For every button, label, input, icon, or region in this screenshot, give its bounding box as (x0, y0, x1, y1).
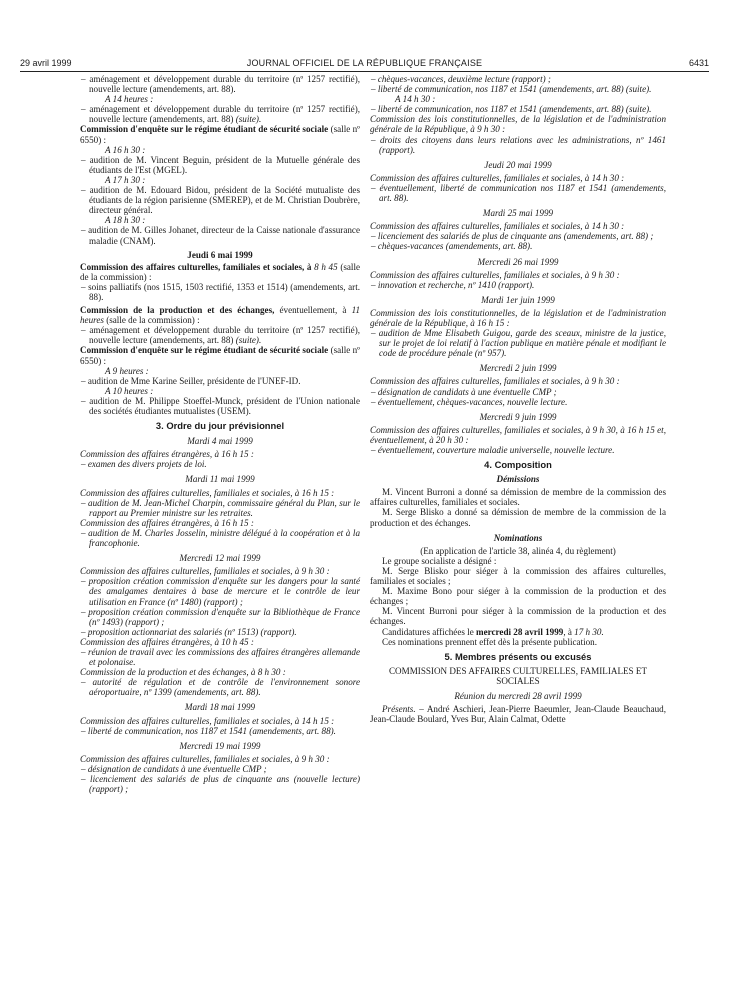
committee-heading: Commission d'enquête sur le régime étudiant de sécurité sociale (salle nº 6550) : (80, 124, 360, 145)
section-title: 4. Composition (484, 459, 552, 471)
committee-heading: Commission des affaires culturelles, familiales et sociales, à 9 h 30 : (80, 566, 330, 577)
list-item: – audition de Mme Karine Seiller, présidente de l'UNEF-ID. (81, 375, 301, 386)
committee-heading: Commission de la production et des échanges, éventuellement, à 11 heures (salle de la commission) : (80, 305, 360, 326)
list-item: – liberté de communication, nos 1187 et 1541 (amendements, art. 88) (suite). (371, 104, 652, 115)
list-item: – proposition actionnariat des salariés (nº 1513) (rapport). (81, 626, 297, 637)
day-heading: Mercredi 2 juin 1999 (479, 363, 557, 374)
section-title: 3. Ordre du jour prévisionnel (155, 420, 285, 432)
list-item: – audition de M. Vincent Beguin, président de la Mutuelle générale des étudiants de l'Est (MGEL). (81, 154, 360, 175)
header-rule (20, 71, 709, 72)
list-item: – liberté de communication, nos 1187 et 1541 (amendements, art. 88) (suite). (371, 84, 652, 95)
time-label: A 9 heures : (105, 365, 149, 376)
committee-heading: Commission des affaires étrangères, à 16 h 15 : (80, 517, 254, 528)
time-label: A 17 h 30 : (105, 174, 146, 185)
list-item: – autorité de régulation et de contrôle de l'environnement sonore aéroportuaire, nº 1399 (amendements, art. 88). (81, 677, 360, 698)
list-item: – éventuellement, chèques-vacances, nouvelle lecture. (371, 396, 568, 407)
paragraph: M. Serge Blisko a donné sa démission de membre de la commission de la production et des échanges. (370, 507, 666, 528)
paragraph: Ces nominations prennent effet dès la présente publication. (382, 636, 597, 647)
header-title: JOURNAL OFFICIEL DE LA RÉPUBLIQUE FRANÇAISE (246, 58, 483, 68)
committee-heading: Commission des affaires culturelles, familiales et sociales, à 14 h 30 : (370, 221, 625, 232)
paragraph: (En application de l'article 38, alinéa 4, du règlement) (420, 545, 616, 556)
day-heading: Mercredi 26 mai 1999 (477, 256, 559, 267)
day-heading: Jeudi 6 mai 1999 (187, 249, 253, 260)
left-column (80, 74, 360, 794)
committee-title: COMMISSION DES AFFAIRES CULTURELLES, FAMILIALES ET SOCIALES (388, 665, 647, 686)
time-label: A 14 h 30 : (395, 94, 436, 105)
committee-heading: Commission des affaires culturelles, familiales et sociales, à 9 h 30, à 16 h 15 et, éventuellement, à 20 h 30 : (370, 424, 666, 445)
paragraph: M. Serge Blisko pour siéger à la commission des affaires culturelles, familiales et sociales ; (370, 565, 666, 587)
list-item: – chèques-vacances, deuxième lecture (rapport) ; (371, 74, 551, 84)
header-date: 29 avril 1999 (20, 58, 72, 68)
list-item: – audition de M. Charles Josselin, ministre délégué à la coopération et à la francophonie. (81, 527, 360, 549)
committee-heading: Commission des affaires culturelles, familiales et sociales, à 16 h 15 : (80, 487, 335, 498)
list-item: – licenciement des salariés de plus de cinquante ans (nouvelle lecture) (rapport) ; (81, 774, 360, 795)
list-item: – examen des divers projets de loi. (81, 459, 207, 470)
list-item: – audition de Mme Elisabeth Guigou, garde des sceaux, ministre de la justice, sur le projet de loi relatif à l'action publique en matière pénale et modifiant le code de procédure pénale (nº 957). (371, 328, 666, 359)
day-heading: Mercredi 9 juin 1999 (479, 411, 557, 422)
list-item: – éventuellement, couverture maladie universelle, nouvelle lecture. (371, 445, 615, 455)
committee-heading: Commission des affaires culturelles, familiales et sociales, à 9 h 30 : (370, 376, 620, 387)
list-item: – droits des citoyens dans leurs relations avec les administrations, nº 1461 (rapport). (371, 134, 666, 155)
time-label: A 18 h 30 : (105, 215, 146, 226)
day-heading: Mercredi 12 mai 1999 (179, 553, 261, 564)
meeting-date: Réunion du mercredi 28 avril 1999 (454, 690, 582, 701)
committee-heading: Commission des affaires culturelles, familiales et sociales, à 9 h 30 : (370, 269, 620, 280)
paragraph: Le groupe socialiste a désigné : (382, 555, 497, 566)
page-header (20, 58, 709, 72)
subsection-title: Démissions (496, 474, 540, 485)
list-item: – réunion de travail avec les commissions des affaires étrangères allemande et polonaise. (81, 646, 360, 668)
day-heading: Mardi 18 mai 1999 (184, 702, 256, 713)
list-item: – proposition création commission d'enquête sur la Bibliothèque de France (nº 1493) (rapport) ; (81, 606, 360, 627)
list-item: – audition de M. Edouard Bidou, président de la Société mutualiste des étudiants de la région parisienne (SMEREP), et de M. Christian Doubrère, directeur général. (81, 185, 360, 216)
day-heading: Mardi 25 mai 1999 (482, 208, 554, 219)
list-item: – aménagement et développement durable du territoire (nº 1257 rectifié), nouvelle lecture (amendements, art. 88). (81, 74, 360, 95)
list-item: – liberté de communication, nos 1187 et 1541 (amendements, art. 88). (81, 725, 336, 736)
list-item: – chèques-vacances (amendements, art. 88). (371, 241, 533, 252)
time-label: A 10 heures : (105, 385, 154, 396)
day-heading: Mardi 4 mai 1999 (187, 436, 253, 447)
time-label: A 14 heures : (105, 94, 154, 105)
committee-heading: Commission des affaires culturelles, familiales et sociales, à 8 h 45 (salle de la commission) : (80, 261, 361, 282)
committee-heading: Commission des affaires culturelles, familiales et sociales, à 14 h 30 : (370, 172, 625, 183)
list-item: – désignation de candidats à une éventuelle CMP ; (371, 386, 557, 397)
paragraph: M. Vincent Burroni a donné sa démission de membre de la commission des affaires culturelles, familiales et sociales. (370, 487, 666, 508)
day-heading: Jeudi 20 mai 1999 (484, 159, 552, 170)
list-item: – audition de M. Gilles Johanet, directeur de la Caisse nationale d'assurance maladie (CNAM). (81, 225, 360, 246)
list-item: – désignation de candidats à une éventuelle CMP ; (81, 763, 267, 774)
list-item: – aménagement et développement durable du territoire (nº 1257 rectifié), nouvelle lecture (amendements, art. 88) (suite). (81, 104, 360, 125)
committee-heading: Commission des affaires étrangères, à 16 h 15 : (80, 449, 254, 460)
list-item: – audition de M. Philippe Stoeffel-Munck, président de l'Union nationale des sociétés étudiantes mutualistes (USEM). (81, 395, 360, 416)
list-item: – proposition création commission d'enquête sur les dangers pour la santé des amalgames dentaires à base de mercure et le contrôle de leur utilisation en France (nº 1480) (rapport) ; (81, 576, 360, 607)
list-item: – soins palliatifs (nos 1515, 1503 rectifié, 1353 et 1514) (amendements, art. 88). (81, 281, 360, 302)
committee-heading: Commission des affaires culturelles, familiales et sociales, à 14 h 15 : (80, 715, 335, 726)
committee-heading: Commission de la production et des échanges, à 8 h 30 : (80, 667, 286, 678)
list-item: – innovation et recherche, nº 1410 (rapport). (371, 279, 535, 290)
day-heading: Mardi 11 mai 1999 (185, 474, 255, 485)
list-item: – aménagement et développement durable du territoire (nº 1257 rectifié), nouvelle lecture (amendements, art. 88) (suite). (81, 325, 360, 346)
committee-heading: Commission des lois constitutionnelles, de la législation et de l'administration générale de la République, à 16 h 15 : (370, 307, 666, 328)
paragraph: Candidatures affichées le mercredi 28 avril 1999, à 17 h 30. (382, 626, 604, 637)
list-item: – audition de M. Jean-Michel Charpin, commissaire général du Plan, sur le rapport au Premier ministre sur les retraites. (81, 497, 360, 518)
attendance-list: Présents. – André Aschieri, Jean-Pierre Baeumler, Jean-Claude Beauchaud, Jean-Claude Boulard, Yves Bur, Alain Calmat, Odette (370, 704, 666, 725)
subsection-title: Nominations (493, 532, 543, 543)
list-item: – éventuellement, liberté de communication nos 1187 et 1541 (amendements, art. 88). (371, 182, 666, 204)
committee-heading: Commission d'enquête sur le régime étudiant de sécurité sociale (salle nº 6550) : (80, 345, 360, 366)
time-label: A 16 h 30 : (105, 144, 146, 155)
header-page-number: 6431 (688, 58, 709, 68)
paragraph: M. Maxime Bono pour siéger à la commission de la production et des échanges ; (370, 586, 666, 607)
day-heading: Mardi 1er juin 1999 (481, 294, 555, 305)
day-heading: Mercredi 19 mai 1999 (179, 740, 261, 751)
committee-heading: Commission des affaires étrangères, à 10 h 45 : (80, 636, 254, 647)
list-item: – licenciement des salariés de plus de cinquante ans (amendements, art. 88) ; (371, 231, 654, 242)
committee-heading: Commission des lois constitutionnelles, de la législation et de l'administration générale de la République, à 9 h 30 : (370, 114, 666, 135)
paragraph: M. Vincent Burroni pour siéger à la commission de la production et des échanges. (370, 606, 666, 627)
section-title: 5. Membres présents ou excusés (444, 650, 592, 662)
committee-heading: Commission des affaires culturelles, familiales et sociales, à 9 h 30 : (80, 753, 330, 764)
right-column (370, 74, 666, 724)
